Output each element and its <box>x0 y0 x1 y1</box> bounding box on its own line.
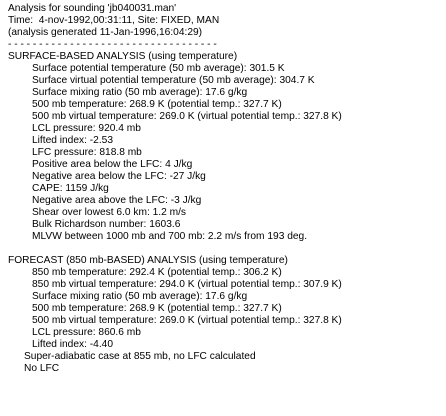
time-site-line: Time: 4-nov-1992,00:31:11, Site: FIXED, MAN <box>8 15 220 26</box>
forecast-line: 850 mb temperature: 292.4 K (potential temp.: 306.2 K) <box>32 267 282 278</box>
surface-line: Positive area below the LFC: 4 J/kg <box>32 159 193 170</box>
forecast-line: 850 mb virtual temperature: 294.0 K (virtual potential temp.: 307.9 K) <box>32 279 342 290</box>
surface-line: MLVW between 1000 mb and 700 mb: 2.2 m/s from 193 deg. <box>32 231 308 242</box>
forecast-line: LCL pressure: 860.6 mb <box>32 327 141 338</box>
sounding-analysis-document <box>8 3 444 375</box>
surface-line: Negative area below the LFC: -27 J/kg <box>32 171 206 182</box>
forecast-section-title: FORECAST (850 mb-BASED) ANALYSIS (using temperature) <box>8 255 288 266</box>
forecast-line: 500 mb virtual temperature: 269.0 K (virtual potential temp.: 327.8 K) <box>32 315 342 326</box>
surface-section-title: SURFACE-BASED ANALYSIS (using temperature) <box>8 51 238 62</box>
surface-line: 500 mb temperature: 268.9 K (potential temp.: 327.7 K) <box>32 99 282 110</box>
surface-section-body <box>8 63 444 243</box>
surface-line: Surface mixing ratio (50 mb average): 17.6 g/kg <box>32 87 248 98</box>
surface-line: 500 mb virtual temperature: 269.0 K (virtual potential temp.: 327.8 K) <box>32 111 342 122</box>
generated-line: (analysis generated 11-Jan-1996,16:04:29) <box>8 27 203 38</box>
surface-line: LCL pressure: 920.4 mb <box>32 123 141 134</box>
surface-line: Bulk Richardson number: 1603.6 <box>32 219 181 230</box>
analysis-title: Analysis for sounding 'jb040031.man' <box>8 3 177 14</box>
forecast-line: Lifted index: -4.40 <box>32 339 113 350</box>
forecast-note: No LFC <box>24 363 60 374</box>
forecast-note: Super-adiabatic case at 855 mb, no LFC calculated <box>24 351 256 362</box>
surface-line: Negative area above the LFC: -3 J/kg <box>32 195 202 206</box>
header-divider: - - - - - - - - - - - - - - - - - - - - - - - - - - - - - - - - - - <box>8 39 217 50</box>
surface-line: LFC pressure: 818.8 mb <box>32 147 142 158</box>
forecast-line: 500 mb temperature: 268.9 K (potential temp.: 327.7 K) <box>32 303 282 314</box>
forecast-line: Surface mixing ratio (50 mb average): 17.6 g/kg <box>32 291 248 302</box>
surface-line: CAPE: 1159 J/kg <box>32 183 109 194</box>
surface-line: Shear over lowest 6.0 km: 1.2 m/s <box>32 207 187 218</box>
surface-line: Surface potential temperature (50 mb average): 301.5 K <box>32 63 285 74</box>
section-spacer <box>8 243 444 255</box>
forecast-section-body <box>8 267 444 375</box>
surface-line: Lifted index: -2.53 <box>32 135 113 146</box>
surface-line: Surface virtual potential temperature (50 mb average): 304.7 K <box>32 75 315 86</box>
